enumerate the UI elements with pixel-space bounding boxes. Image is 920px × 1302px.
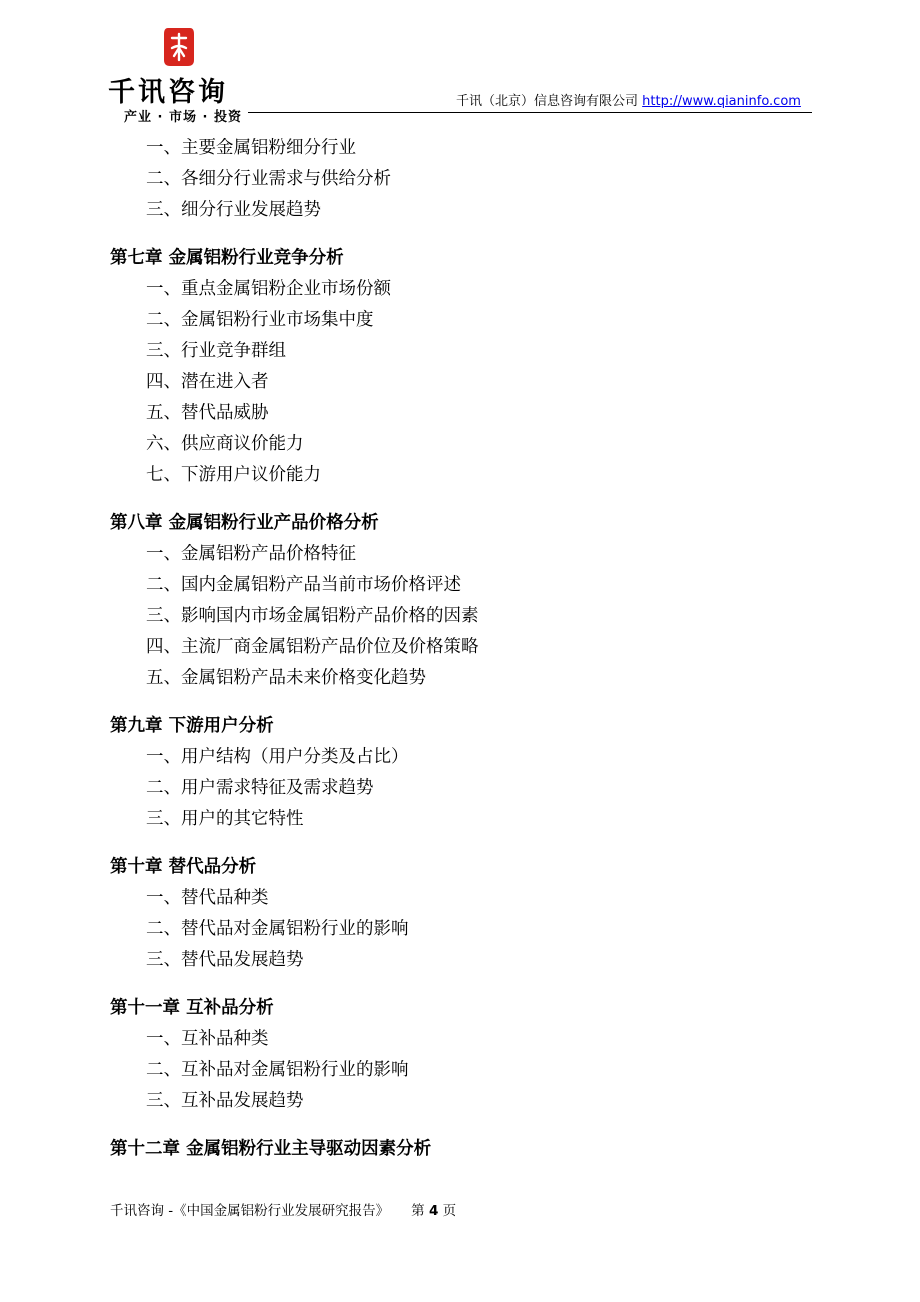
- page-number: 第 4 页: [411, 1203, 457, 1219]
- chapter-title: 第九章 下游用户分析: [110, 716, 274, 736]
- chapter-section: [0, 133, 920, 226]
- chapter-title: 第十一章 互补品分析: [110, 998, 274, 1018]
- company-website-link[interactable]: http://www.qianinfo.com: [642, 94, 801, 109]
- chapter-section: [0, 1134, 920, 1165]
- toc-item: 五、替代品威胁: [146, 403, 269, 423]
- toc-item: 三、细分行业发展趋势: [146, 200, 321, 220]
- chapter-title: 第十二章 金属铝粉行业主导驱动因素分析: [110, 1139, 432, 1159]
- chapter-section: [0, 711, 920, 835]
- page-footer: [110, 1199, 456, 1219]
- logo-tagline: 产业 · 市场 · 投资: [124, 110, 242, 125]
- header-rule: [248, 112, 812, 113]
- toc-item: 二、替代品对金属铝粉行业的影响: [146, 919, 409, 939]
- toc-item: 一、重点金属铝粉企业市场份额: [146, 279, 391, 299]
- chapter-section: [0, 993, 920, 1117]
- toc-item: 一、互补品种类: [146, 1029, 269, 1049]
- footer-report-title: 千讯咨询 -《中国金属铝粉行业发展研究报告》: [110, 1203, 390, 1219]
- toc-item: 三、替代品发展趋势: [146, 950, 304, 970]
- toc-item: 三、行业竞争群组: [146, 341, 286, 361]
- toc-item: 二、互补品对金属铝粉行业的影响: [146, 1060, 409, 1080]
- toc-item: 四、潜在进入者: [146, 372, 269, 392]
- toc-item: 一、金属铝粉产品价格特征: [146, 544, 356, 564]
- table-of-contents: [0, 133, 920, 1165]
- toc-item: 二、国内金属铝粉产品当前市场价格评述: [146, 575, 461, 595]
- chapter-section: [0, 508, 920, 694]
- toc-item: 一、替代品种类: [146, 888, 269, 908]
- chapter-title: 第十章 替代品分析: [110, 857, 257, 877]
- toc-item: 一、用户结构（用户分类及占比）: [146, 747, 409, 767]
- company-line: [456, 90, 801, 109]
- chapter-title: 第八章 金属铝粉行业产品价格分析: [110, 513, 379, 533]
- toc-item: 四、主流厂商金属铝粉产品价位及价格策略: [146, 637, 479, 657]
- chapter-section: [0, 243, 920, 491]
- company-logo: [108, 22, 248, 128]
- toc-item: 一、主要金属铝粉细分行业: [146, 138, 356, 158]
- chapter-section: [0, 852, 920, 976]
- toc-item: 三、用户的其它特性: [146, 809, 304, 829]
- toc-item: 六、供应商议价能力: [146, 434, 304, 454]
- company-name: 千讯（北京）信息咨询有限公司: [456, 94, 639, 109]
- logo-name: 千讯咨询: [108, 77, 228, 108]
- toc-item: 二、金属铝粉行业市场集中度: [146, 310, 374, 330]
- toc-item: 七、下游用户议价能力: [146, 465, 321, 485]
- toc-item: 二、各细分行业需求与供给分析: [146, 169, 391, 189]
- page-header: [0, 0, 920, 130]
- toc-item: 三、影响国内市场金属铝粉产品价格的因素: [146, 606, 479, 626]
- seal-logo-icon: [164, 26, 194, 68]
- toc-item: 三、互补品发展趋势: [146, 1091, 304, 1111]
- chapter-title: 第七章 金属铝粉行业竞争分析: [110, 248, 344, 268]
- toc-item: 五、金属铝粉产品未来价格变化趋势: [146, 668, 426, 688]
- toc-item: 二、用户需求特征及需求趋势: [146, 778, 374, 798]
